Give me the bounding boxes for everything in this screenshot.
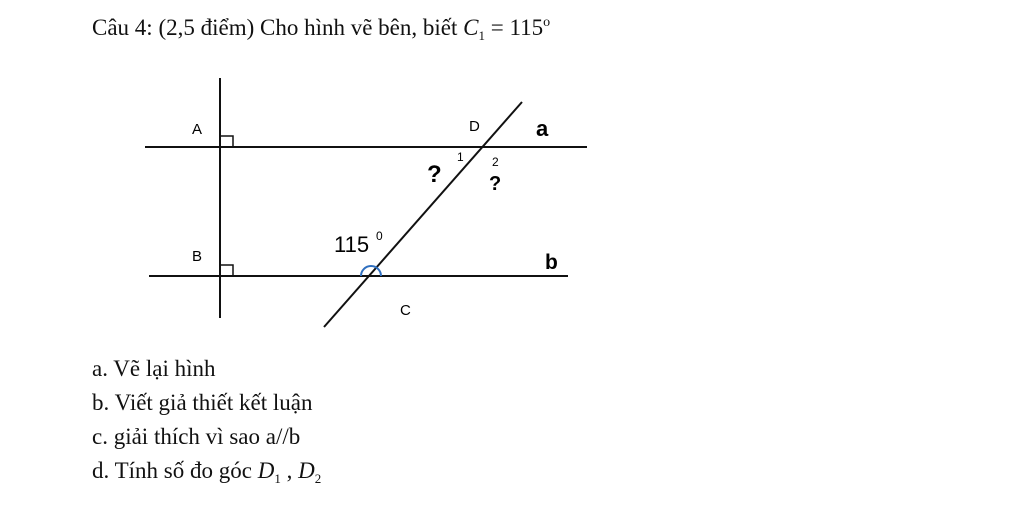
- question-title: [92, 8, 550, 51]
- task-item-a: a. Vẽ lại hình: [92, 356, 216, 381]
- given-angle-deg: o: [543, 15, 551, 30]
- transversal-line: [324, 102, 522, 327]
- label-line-b: b: [545, 251, 558, 274]
- given-angle-degree: 0: [376, 229, 383, 243]
- task-item-c: c. giải thích vì sao a//b: [92, 424, 301, 449]
- angle-d1-var: D: [257, 458, 275, 483]
- given-angle-var: C: [463, 15, 479, 40]
- angle-d2-sub: 2: [314, 471, 322, 486]
- angle-number-1: 1: [457, 150, 464, 164]
- geometry-figure: [140, 70, 600, 335]
- label-A: A: [192, 121, 203, 138]
- given-angle-eq: = 115: [484, 15, 544, 40]
- task-item-d: [92, 454, 321, 488]
- label-B: B: [192, 248, 203, 265]
- label-line-a: a: [536, 116, 549, 141]
- task-list: [92, 352, 321, 488]
- given-angle-label: 115: [334, 232, 370, 257]
- given-angle-sub: 1: [478, 28, 485, 43]
- task-item-b: b. Viết giả thiết kết luận: [92, 390, 313, 415]
- right-angle-mark-b: [220, 265, 233, 276]
- geometry-svg: [140, 70, 600, 335]
- angle-number-2: 2: [492, 155, 499, 169]
- angle-d1-sub: 1: [274, 471, 281, 486]
- label-C: C: [400, 302, 411, 319]
- task-item-d-text: d. Tính số đo góc: [92, 458, 258, 483]
- right-angle-mark-a: [220, 136, 233, 147]
- angle-separator: ,: [280, 458, 299, 483]
- unknown-angle-1: ?: [427, 161, 442, 188]
- angle-d2-var: D: [298, 458, 315, 483]
- unknown-angle-2: ?: [489, 173, 502, 195]
- label-D: D: [469, 118, 480, 135]
- question-prefix: Câu 4: (2,5 điểm) Cho hình vẽ bên, biết: [92, 15, 458, 40]
